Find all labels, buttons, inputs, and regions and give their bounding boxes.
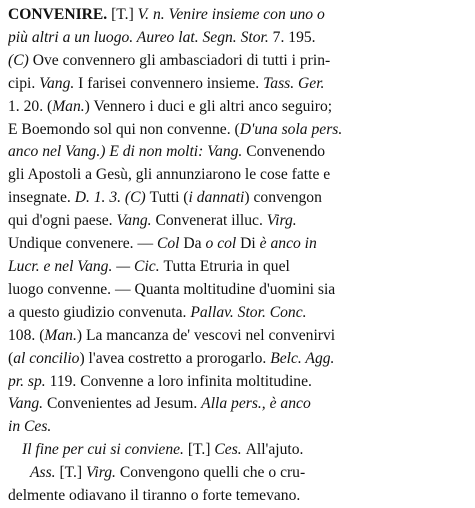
text-segment: luogo convenne. — Quanta moltitudine d'uomini sia bbox=[8, 280, 336, 298]
text-segment: Da bbox=[183, 235, 206, 253]
text-segment: Vang. bbox=[39, 74, 79, 92]
text-line bbox=[8, 164, 469, 187]
text-segment: 7. 195. bbox=[272, 28, 316, 46]
dictionary-entry bbox=[8, 4, 469, 508]
text-segment: Col bbox=[156, 235, 184, 253]
text-line bbox=[8, 141, 469, 164]
text-segment: è anco in bbox=[259, 235, 317, 253]
text-segment: insegnate. bbox=[8, 189, 75, 207]
text-segment: 1. 20. ( bbox=[8, 97, 53, 115]
text-segment: Alla pers., è anco bbox=[201, 395, 311, 413]
text-segment: Tutti ( bbox=[149, 189, 189, 207]
text-segment: a questo giudizio convenuta. bbox=[8, 303, 191, 321]
headword: CONVENIRE. bbox=[8, 6, 108, 23]
text-segment: Convengono quelli che o cru- bbox=[119, 464, 306, 482]
text-segment: Virg. bbox=[266, 212, 297, 230]
text-segment: (C) bbox=[8, 51, 33, 69]
text-segment: Virg. bbox=[86, 464, 120, 482]
text-line bbox=[8, 233, 469, 256]
text-line bbox=[8, 279, 469, 302]
text-line bbox=[8, 302, 469, 325]
text-segment: o col bbox=[205, 235, 241, 253]
text-segment: ) Vennero i duci e gli altri anco seguiro; bbox=[84, 97, 333, 115]
text-segment: ) La mancanza de' vescovi nel convenirvi bbox=[76, 326, 336, 344]
text-segment: anco nel Vang.) E di non molti: Vang. bbox=[8, 143, 247, 161]
text-segment: 108. ( bbox=[8, 326, 45, 344]
text-segment: D'una sola pers. bbox=[239, 120, 343, 138]
text-segment: Tass. Ger. bbox=[263, 74, 325, 92]
text-segment: qui d'ogni paese. bbox=[8, 212, 117, 230]
text-line bbox=[8, 4, 469, 27]
text-segment: 119. Convenne a loro infinita moltitudine. bbox=[49, 372, 312, 390]
text-line bbox=[8, 485, 469, 508]
text-segment: delmente odiavano il tiranno o forte temevano. bbox=[8, 487, 301, 505]
text-line bbox=[8, 210, 469, 233]
text-segment: Man. bbox=[52, 97, 85, 115]
text-segment: Convenerat illuc. bbox=[155, 212, 267, 230]
text-segment: più altri a un luogo. Aureo lat. Segn. Stor. bbox=[8, 28, 273, 46]
text-segment: cipi. bbox=[8, 74, 40, 92]
text-line bbox=[8, 256, 469, 279]
text-line bbox=[8, 325, 469, 348]
text-segment: al concilio bbox=[13, 349, 80, 367]
text-line bbox=[8, 27, 469, 50]
text-line bbox=[8, 416, 469, 439]
text-segment: ) l'avea costretto a prorogarlo. bbox=[79, 349, 271, 367]
text-line bbox=[8, 119, 469, 142]
text-segment: Vang. bbox=[8, 395, 47, 413]
text-line bbox=[8, 73, 469, 96]
text-segment: pr. sp. bbox=[8, 372, 50, 390]
text-segment: Ces. bbox=[214, 441, 246, 459]
text-segment: i dannati bbox=[188, 189, 245, 207]
text-segment: All'ajuto. bbox=[245, 441, 304, 459]
text-segment: Convenientes ad Jesum. bbox=[46, 395, 202, 413]
text-segment: Tutta Etruria in quel bbox=[163, 257, 290, 275]
text-line bbox=[8, 393, 469, 416]
text-segment: Ass. bbox=[30, 464, 60, 482]
text-segment: V. n. Venire insieme con uno o bbox=[137, 6, 325, 23]
text-line bbox=[8, 439, 469, 462]
text-line bbox=[8, 96, 469, 119]
text-segment: Convenendo bbox=[246, 143, 326, 161]
text-segment: Lucr. e nel Vang. — Cic. bbox=[8, 257, 164, 275]
text-line bbox=[8, 371, 469, 394]
text-segment: D. 1. 3. (C) bbox=[74, 189, 150, 207]
text-segment: Di bbox=[240, 235, 260, 253]
text-segment: I farisei convennero insieme. bbox=[78, 74, 264, 92]
text-line bbox=[8, 462, 469, 485]
text-segment: [T.] bbox=[107, 6, 138, 23]
text-segment: [T.] bbox=[59, 464, 87, 482]
text-segment: E Boemondo sol qui non convenne. ( bbox=[8, 120, 240, 138]
text-segment: Belc. Agg. bbox=[270, 349, 335, 367]
text-line bbox=[8, 348, 469, 371]
text-line bbox=[8, 50, 469, 73]
text-segment: ) convengon bbox=[244, 189, 322, 207]
text-segment: Undique convenere. — bbox=[8, 235, 157, 253]
text-segment: gli Apostoli a Gesù, gli annunziarono le cose fatte e bbox=[8, 166, 331, 184]
text-segment: Pallav. Stor. Conc. bbox=[190, 303, 307, 321]
text-segment: Man. bbox=[44, 326, 77, 344]
text-segment: in Ces. bbox=[8, 418, 52, 436]
text-segment: [T.] bbox=[187, 441, 215, 459]
text-segment: ( bbox=[8, 349, 14, 367]
text-segment: Il fine per cui si conviene. bbox=[22, 441, 188, 459]
text-segment: Ove convennero gli ambasciadori di tutti i prin- bbox=[32, 51, 331, 69]
text-line bbox=[8, 187, 469, 210]
text-segment: Vang. bbox=[116, 212, 156, 230]
